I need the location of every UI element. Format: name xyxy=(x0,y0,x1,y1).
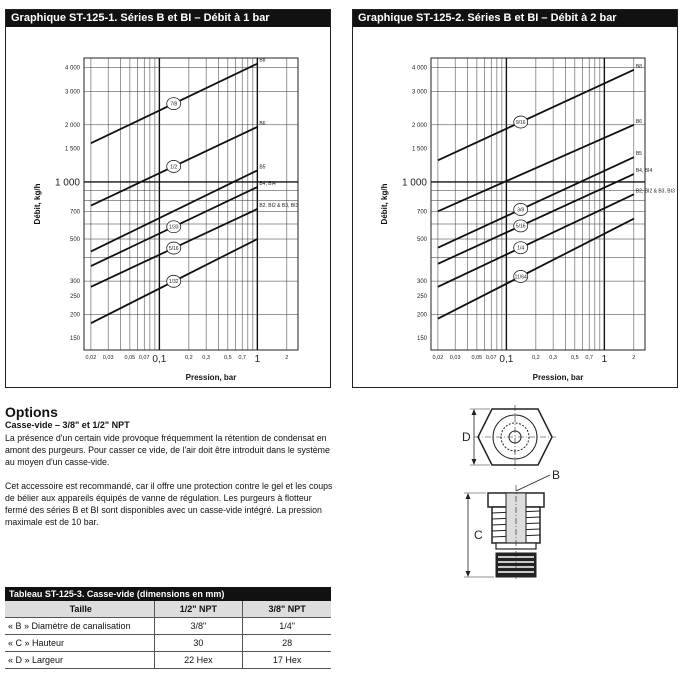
side-view xyxy=(488,485,544,581)
dimension-d-label: D xyxy=(462,430,471,444)
table-cell: « B » Diamètre de canalisation xyxy=(5,618,155,634)
options-paragraph-1: La présence d'un certain vide provoque fréquemment la rétention de condensat en amont des purgeurs. Pour casser ce vide, de l'air doit être introduit dans le système au moyen d'un casse-vide. xyxy=(5,433,330,467)
options-paragraph-2: Cet accessoire est recommandé, car il offre une protection contre le gel et les coups de bélier aux appareils équipés de vanne de régulation. Les purgeurs à flotteur fermé des séries B et BI sont disponibles avec un casse-vide intégré. La pression maximale est de 10 bar. xyxy=(5,481,333,527)
x-tick-label: 0,1 xyxy=(152,354,167,365)
dimension-table xyxy=(5,601,331,669)
table-cell: « D » Largeur xyxy=(5,652,155,668)
y-tick-label: 250 xyxy=(69,294,80,301)
y-tick-label: 3 000 xyxy=(64,89,80,96)
table-header-row xyxy=(5,601,331,618)
x-tick-label: 1 xyxy=(601,354,608,365)
vacuum-breaker-drawing xyxy=(440,405,590,585)
y-tick-label: 1 000 xyxy=(401,177,427,189)
dimension-c-label: C xyxy=(474,528,483,542)
x-tick-label: 0,7 xyxy=(585,355,594,361)
y-tick-label: 4 000 xyxy=(64,65,80,72)
orifice-label: 1/33 xyxy=(168,224,179,231)
y-tick-label: 300 xyxy=(69,279,80,286)
x-tick-label: 0,2 xyxy=(532,355,540,361)
y-tick-label: 150 xyxy=(416,336,427,343)
table-cell: 1/4" xyxy=(279,621,295,631)
x-tick-label: 0,5 xyxy=(571,355,579,361)
x-axis-title: Pression, bar xyxy=(532,373,584,382)
x-tick-label: 0,05 xyxy=(471,355,483,361)
graph2-panel xyxy=(352,9,678,388)
dimension-b xyxy=(516,468,560,491)
orifice-label: 1/2 xyxy=(170,164,178,171)
series-label: B6 xyxy=(635,118,642,125)
table-cell: 28 xyxy=(282,638,293,648)
y-tick-label: 3 000 xyxy=(411,89,427,96)
table-header-cell: Taille xyxy=(5,601,155,617)
x-tick-label: 0,3 xyxy=(549,355,557,361)
y-tick-label: 1 000 xyxy=(54,177,80,189)
series-label: B5 xyxy=(259,164,266,171)
y-tick-label: 150 xyxy=(69,336,80,343)
table-row xyxy=(5,652,331,669)
y-tick-label: 2 000 xyxy=(411,122,427,129)
orifice-label: 7/8 xyxy=(170,101,178,108)
graph1-panel xyxy=(5,9,331,388)
table-cell: « C » Hauteur xyxy=(5,635,155,651)
x-tick-label: 0,1 xyxy=(499,354,514,365)
series-label: B2, BI2 & B3, BI3 xyxy=(635,188,675,195)
y-tick-label: 4 000 xyxy=(411,65,427,72)
x-tick-label: 0,03 xyxy=(449,355,461,361)
options-subtitle: Casse-vide – 3/8" et 1/2" NPT xyxy=(5,420,130,430)
table-header-cell: 1/2" NPT xyxy=(155,601,244,617)
orifice-label: 5/16 xyxy=(168,245,179,252)
y-axis-title: Débit, kg/h xyxy=(33,183,42,225)
graph1-title: Graphique ST-125-1. Séries B et BI – Débit à 1 bar xyxy=(6,10,330,27)
table-title: Tableau ST-125-3. Casse-vide (dimensions en mm) xyxy=(5,587,331,601)
series-label: B5 xyxy=(635,151,642,158)
x-tick-label: 2 xyxy=(632,355,636,361)
y-tick-label: 200 xyxy=(69,312,80,319)
y-tick-label: 1 500 xyxy=(64,146,80,153)
y-tick-label: 700 xyxy=(69,209,80,216)
x-tick-label: 0,5 xyxy=(224,355,232,361)
table-cell: 30 xyxy=(155,635,244,651)
graph1-chart xyxy=(6,10,330,387)
y-tick-label: 250 xyxy=(416,294,427,301)
series-label: B4, BI4 xyxy=(635,168,653,175)
x-tick-label: 0,05 xyxy=(124,355,136,361)
y-tick-label: 700 xyxy=(416,209,427,216)
graph2-chart xyxy=(353,10,677,387)
x-tick-label: 0,3 xyxy=(202,355,210,361)
dimension-b-label: B xyxy=(552,468,561,482)
y-tick-label: 300 xyxy=(416,279,427,286)
orifice-label: 11/64 xyxy=(514,274,527,281)
x-tick-label: 0,02 xyxy=(85,355,97,361)
table-row xyxy=(5,618,331,635)
y-tick-label: 1 500 xyxy=(411,146,427,153)
options-title: Options xyxy=(5,404,58,420)
x-tick-label: 0,07 xyxy=(485,355,497,361)
y-tick-label: 200 xyxy=(416,312,427,319)
x-tick-label: 0,02 xyxy=(432,355,444,361)
orifice-label: 5/16 xyxy=(515,223,526,230)
series-label: B4, BI4 xyxy=(259,181,276,188)
orifice-label: 3/8 xyxy=(517,207,525,214)
table-cell: 22 Hex xyxy=(155,652,244,668)
x-tick-label: 0,2 xyxy=(185,355,193,361)
hex-top-view xyxy=(474,405,556,469)
x-axis-title: Pression, bar xyxy=(185,373,237,382)
y-tick-label: 500 xyxy=(416,237,427,244)
orifice-label: 1/4 xyxy=(517,245,525,252)
y-tick-label: 2 000 xyxy=(64,122,80,129)
x-tick-label: 0,03 xyxy=(102,355,114,361)
series-label: B8 xyxy=(259,57,266,64)
series-label: B6 xyxy=(259,120,266,127)
x-tick-label: 0,7 xyxy=(238,355,247,361)
table-header-cell: 3/8" NPT xyxy=(268,604,306,614)
graph2-title: Graphique ST-125-2. Séries B et BI – Débit à 2 bar xyxy=(353,10,677,27)
series-label: B8 xyxy=(635,63,642,70)
orifice-label: 1/32 xyxy=(168,279,179,286)
y-axis-title: Débit, kg/h xyxy=(380,183,389,225)
x-tick-label: 0,07 xyxy=(138,355,150,361)
series-label: B2, BI2 & B3, BI3 xyxy=(259,202,299,209)
x-tick-label: 1 xyxy=(254,354,261,365)
orifice-label: 9/16 xyxy=(515,119,526,126)
table-cell: 3/8" xyxy=(155,618,244,634)
y-tick-label: 500 xyxy=(69,237,80,244)
x-tick-label: 2 xyxy=(285,355,289,361)
table-row xyxy=(5,635,331,652)
table-cell: 17 Hex xyxy=(272,655,302,665)
